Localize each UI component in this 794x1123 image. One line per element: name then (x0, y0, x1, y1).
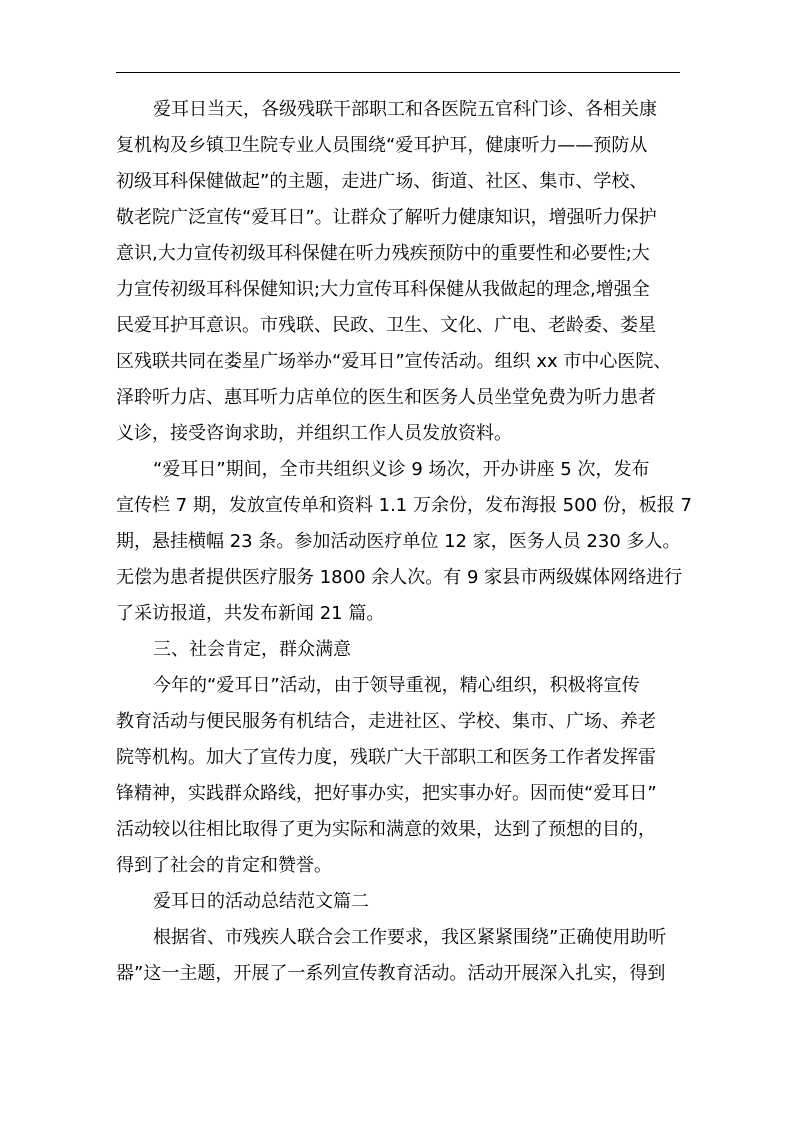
text-line: 民爱耳护耳意识。市残联、民政、卫生、文化、广电、老龄委、娄星 (116, 315, 656, 336)
text-line: 今年的“爱耳日”活动，由于领导重视，精心组织，积极将宣传 (153, 675, 640, 696)
text-line: 院等机构。加大了宣传力度，残联广大干部职工和医务工作者发挥雷 (116, 747, 656, 768)
text-line: 初级耳科保健做起”的主题，走进广场、街道、社区、集市、学校、 (116, 171, 648, 192)
text-line: 泽聆听力店、惠耳听力店单位的医生和医务人员坐堂免费为听力患者 (116, 387, 656, 408)
text-line: 根据省、市残疾人联合会工作要求，我区紧紧围绕”正确使用助听 (153, 927, 667, 948)
text-line: 爱耳日的活动总结范文篇二 (153, 891, 369, 912)
paragraph (116, 632, 680, 668)
paragraph (116, 668, 680, 884)
text-line: 期，悬挂横幅 23 条。参加活动医疗单位 12 家，医务人员 230 多人。 (116, 531, 681, 552)
text-line: 敬老院广泛宣传“爱耳日”。让群众了解听力健康知识，增强听力保护 (116, 207, 657, 228)
paragraph (116, 884, 680, 920)
text-line: 区残联共同在娄星广场举办“爱耳日”宣传活动。组织 xx 市中心医院、 (116, 351, 672, 372)
text-line: 宣传栏 7 期，发放宣传单和资料 1.1 万余份，发布海报 500 份，板报 7 (116, 495, 692, 516)
text-line: 无偿为患者提供医疗服务 1800 余人次。有 9 家县市两级媒体网络进行 (116, 567, 683, 588)
text-line: 义诊，接受咨询求助，并组织工作人员发放资料。 (116, 423, 512, 444)
text-line: 得到了社会的肯定和赞誉。 (116, 855, 332, 876)
paragraph (116, 452, 692, 632)
header-rule (116, 72, 680, 73)
text-line: 教育活动与便民服务有机结合，走进社区、学校、集市、广场、养老 (116, 711, 656, 732)
text-line: 意识,大力宣传初级耳科保健在听力残疾预防中的重要性和必要性;大 (116, 243, 650, 264)
paragraph (116, 92, 680, 452)
text-line: 了采访报道，共发布新闻 21 篇。 (116, 603, 385, 624)
text-line: 复机构及乡镇卫生院专业人员围绕“爱耳护耳，健康听力——预防从 (116, 135, 648, 156)
text-line: “爱耳日”期间，全市共组织义诊 9 场次，开办讲座 5 次，发布 (153, 459, 650, 480)
document-body (116, 92, 692, 992)
text-line: 活动较以往相比取得了更为实际和满意的效果，达到了预想的目的， (116, 819, 656, 840)
text-line: 器”这一主题，开展了一系列宣传教育活动。活动开展深入扎实，得到 (116, 963, 666, 984)
paragraph (116, 920, 680, 992)
text-line: 爱耳日当天，各级残联干部职工和各医院五官科门诊、各相关康 (153, 99, 657, 120)
text-line: 锋精神，实践群众路线，把好事办实，把实事办好。因而使“爱耳日” (116, 783, 657, 804)
text-line: 三、社会肯定，群众满意 (153, 639, 351, 660)
text-line: 力宣传初级耳科保健知识;大力宣传耳科保健从我做起的理念,增强全 (116, 279, 650, 300)
